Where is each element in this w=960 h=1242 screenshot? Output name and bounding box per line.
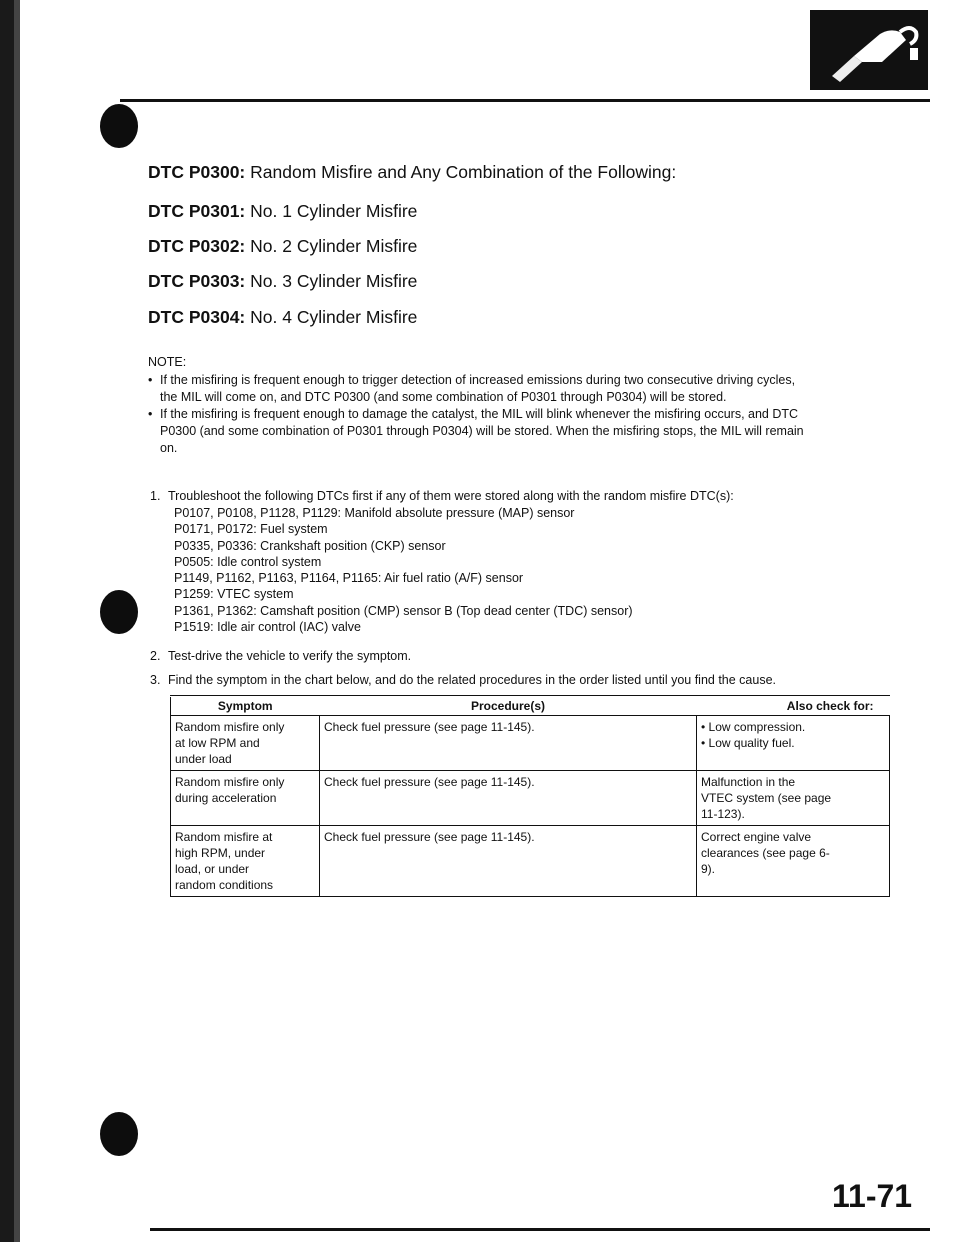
procedure-cell: Check fuel pressure (see page 11-145). [320, 771, 697, 826]
step-1: 1. Troubleshoot the following DTCs first if any of them were stored along with the random misfire DTC(s): [150, 489, 734, 503]
symptom-cell: Random misfire at high RPM, under load, or under random conditions [171, 826, 320, 897]
note-list [148, 372, 918, 457]
dtc-heading: DTC P0304: No. 4 Cylinder Misfire [148, 307, 418, 327]
symptom-cell: Random misfire only during acceleration [171, 771, 320, 826]
symptom-table [170, 697, 890, 897]
table-top-rule [170, 695, 890, 696]
binding-shadow [14, 0, 20, 1242]
punch-hole [100, 590, 138, 634]
note-text: on. [160, 441, 178, 455]
dtc-heading: DTC P0301: No. 1 Cylinder Misfire [148, 201, 418, 221]
also-check-cell: Malfunction in the VTEC system (see page 11-123). [697, 771, 890, 826]
note-text: If the misfiring is frequent enough to damage the catalyst, the MIL will blink whenever the misfiring occurs, and DTC [160, 407, 799, 421]
col-header-symptom: Symptom [171, 697, 320, 716]
procedure-cell: Check fuel pressure (see page 11-145). [320, 826, 697, 897]
page-number: 11-71 [832, 1178, 913, 1214]
note-item [148, 406, 918, 457]
dtc-list-item: P0505: Idle control system [174, 554, 322, 569]
also-check-cell: • Low compression. • Low quality fuel. [697, 716, 890, 771]
dtc-list-item: P1519: Idle air control (IAC) valve [174, 620, 361, 635]
step-2: 2. Test-drive the vehicle to verify the symptom. [150, 649, 412, 663]
dtc-list-item: P0107, P0108, P1128, P1129: Manifold absolute pressure (MAP) sensor [174, 506, 575, 520]
fuel-nozzle-icon [810, 10, 928, 90]
dtc-heading: DTC P0302: No. 2 Cylinder Misfire [148, 236, 418, 256]
punch-hole [100, 1112, 138, 1156]
dtc-list [174, 505, 633, 635]
dtc-heading: DTC P0300: Random Misfire and Any Combination of the Following: [148, 162, 677, 182]
step-3: 3. Find the symptom in the chart below, and do the related procedures in the order listed until you find the cause. [150, 673, 776, 687]
binding-edge [0, 0, 14, 1242]
note-title: NOTE: [148, 355, 187, 369]
dtc-list-item: P0171, P0172: Fuel system [174, 522, 328, 537]
col-header-procedure: Procedure(s) [320, 697, 697, 716]
col-header-also-check: Also check for: [697, 697, 890, 716]
note-text: If the misfiring is frequent enough to trigger detection of increased emissions during two consecutive driving cycles, [160, 373, 796, 387]
note-text: the MIL will come on, and DTC P0300 (and some combination of P0301 through P0304) will be stored. [160, 390, 727, 404]
procedure-cell: Check fuel pressure (see page 11-145). [320, 716, 697, 771]
punch-hole [100, 104, 138, 148]
dtc-heading: DTC P0303: No. 3 Cylinder Misfire [148, 271, 418, 291]
note-text: P0300 (and some combination of P0301 through P0304) will be stored. When the misfiring stops, the MIL will remain [160, 424, 804, 438]
symptom-cell: Random misfire only at low RPM and under load [171, 716, 320, 771]
header-rule [120, 99, 930, 102]
dtc-list-item: P1149, P1162, P1163, P1164, P1165: Air fuel ratio (A/F) sensor [174, 571, 524, 586]
bullet-icon: • [148, 373, 153, 387]
footer-rule [150, 1228, 930, 1231]
dtc-list-item: P1361, P1362: Camshaft position (CMP) sensor B (Top dead center (TDC) sensor) [174, 603, 633, 618]
also-check-cell: Correct engine valve clearances (see page 6- 9). [697, 826, 890, 897]
table-row [171, 771, 890, 826]
note-item [148, 372, 918, 406]
table-row [171, 826, 890, 897]
dtc-list-item: P1259: VTEC system [174, 587, 294, 602]
dtc-list-item: P0335, P0336: Crankshaft position (CKP) sensor [174, 538, 446, 553]
table-row [171, 716, 890, 771]
bullet-icon: • [148, 407, 153, 421]
table-header-row [171, 697, 890, 716]
